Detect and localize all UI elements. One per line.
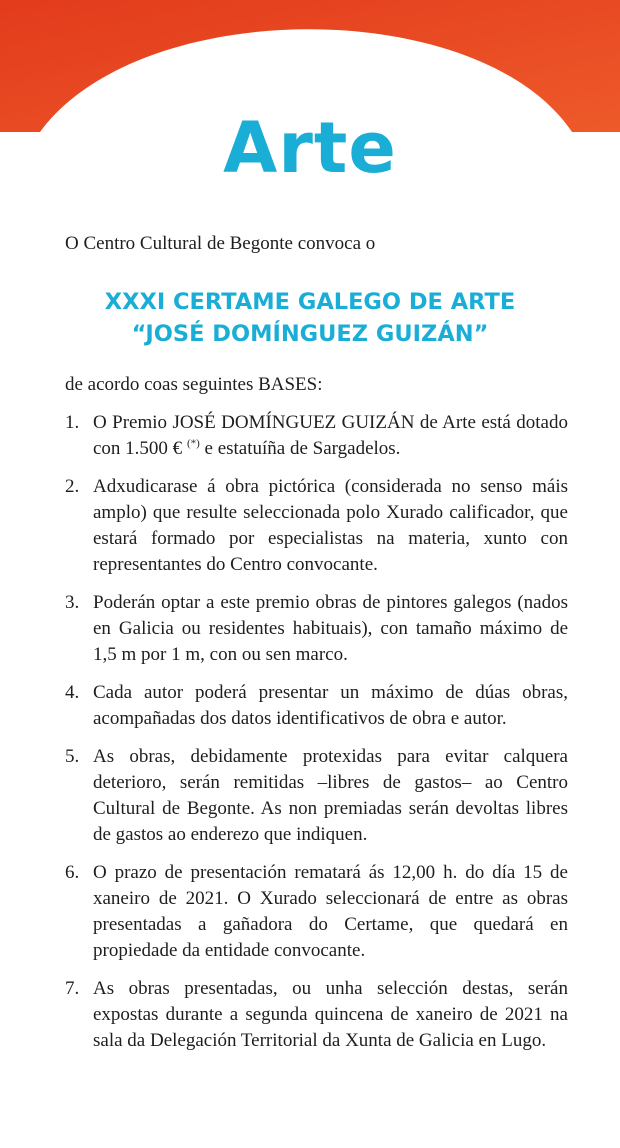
- rule-item-4: [65, 680, 568, 732]
- footnote-mark: (*): [186, 437, 200, 450]
- event-title-line1: XXXI CERTAME GALEGO DE ARTE: [104, 289, 516, 315]
- rule-number: 4.: [65, 682, 80, 703]
- rule-number: 6.: [65, 862, 80, 883]
- rules-list: [65, 410, 568, 1066]
- event-title: [0, 286, 620, 350]
- rule-number: 7.: [65, 978, 80, 999]
- rule-item-2: [65, 474, 568, 578]
- rule-item-1: [65, 410, 568, 462]
- rule-number: 1.: [65, 412, 80, 433]
- rule-number: 5.: [65, 746, 80, 767]
- bases-intro: de acordo coas seguintes BASES:: [65, 374, 323, 395]
- rule-text: Poderán optar a este premio obras de pintores galegos (nados en Galicia ou residentes habituais), con tamaño máximo de 1,5 m por 1 m, con ou sen marco.: [93, 592, 568, 665]
- rule-number: 2.: [65, 476, 80, 497]
- rule-text: As obras presentadas, ou unha selección destas, serán expostas durante a segunda quincena de xaneiro de 2021 na sala da Delegación Territorial da Xunta de Galicia en Lugo.: [93, 978, 568, 1051]
- rule-item-7: [65, 976, 568, 1054]
- rule-text: As obras, debidamente protexidas para evitar calquera deterioro, serán remitidas –libres de gastos– ao Centro Cultural de Begonte. As non premiadas serán devoltas libres de gastos ao enderezo que indiquen.: [93, 746, 568, 845]
- rule-text: O prazo de presentación rematará ás 12,00 h. do día 15 de xaneiro de 2021. O Xurado seleccionará de entre as obras presentadas a gañadora do Certame, que quedará en propiedade da entidade convocante.: [93, 862, 568, 961]
- rule-text: Cada autor poderá presentar un máximo de dúas obras, acompañadas dos datos identificativos de obra e autor.: [93, 682, 568, 729]
- rule-number: 3.: [65, 592, 80, 613]
- rule-text: O Premio JOSÉ DOMÍNGUEZ GUIZÁN de Arte está dotado con 1.500 € (*) e estatuíña de Sargadelos.: [93, 412, 568, 459]
- rule-item-5: [65, 744, 568, 848]
- rule-text: Adxudicarase á obra pictórica (considerada no senso máis amplo) que resulte seleccionada polo Xurado calificador, que estará formado por especialistas na materia, xunto con representantes do Centro convocante.: [93, 476, 568, 575]
- intro-text: O Centro Cultural de Begonte convoca o: [65, 233, 376, 254]
- event-title-line2: “JOSÉ DOMÍNGUEZ GUIZÁN”: [131, 321, 489, 347]
- rule-item-6: [65, 860, 568, 964]
- rule-item-3: [65, 590, 568, 668]
- arte-logo: Arte: [223, 107, 397, 189]
